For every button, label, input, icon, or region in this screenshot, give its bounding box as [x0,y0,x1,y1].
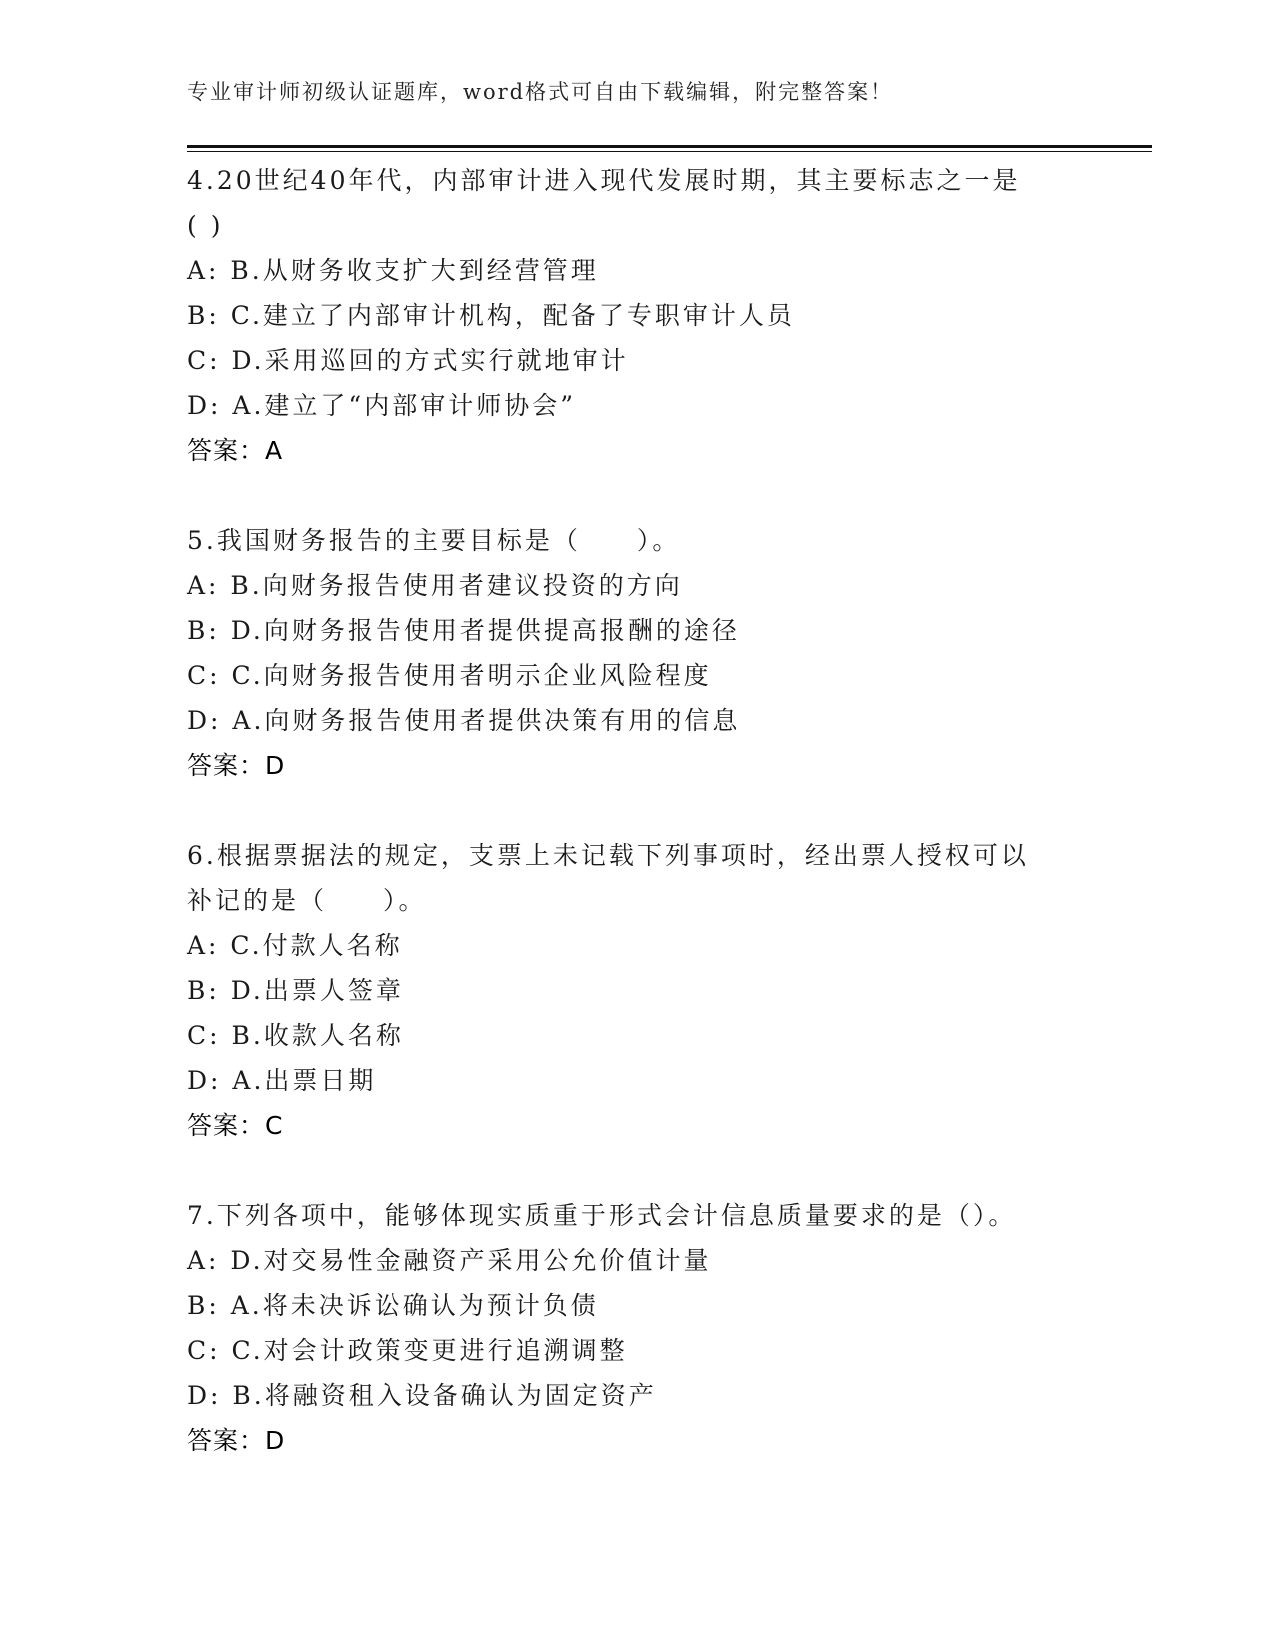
option-c: C: C.对会计政策变更进行追溯调整 [187,1336,628,1365]
header-divider-thin [187,151,1152,152]
question-stem [187,518,1087,563]
question-stem [187,1193,1087,1238]
option-b: B: D.向财务报告使用者提供提高报酬的途径 [187,616,740,645]
option-b: B: D.出票人签章 [187,976,404,1005]
question-stem-line: ( ) [187,211,224,240]
question-list [187,158,1087,1508]
question-5 [187,518,1087,788]
answer: 答案：A [187,436,284,465]
question-6 [187,833,1087,1148]
option-d: D: A.建立了“内部审计师协会” [187,391,576,420]
option-b: B: C.建立了内部审计机构，配备了专职审计人员 [187,301,795,330]
option-b: B: A.将未决诉讼确认为预计负债 [187,1291,599,1320]
option-a: A: B.向财务报告使用者建议投资的方向 [187,571,683,600]
question-stem-line: 5.我国财务报告的主要目标是（ ）。 [187,526,681,555]
question-stem-line: 补记的是（ ）。 [187,886,427,915]
option-d: D: B.将融资租入设备确认为固定资产 [187,1381,657,1410]
answer: 答案：D [187,1426,286,1455]
question-4 [187,158,1087,473]
option-a: A: D.对交易性金融资产采用公允价值计量 [187,1246,712,1275]
header-divider-thick [187,145,1152,148]
option-c: C: C.向财务报告使用者明示企业风险程度 [187,661,712,690]
answer: 答案：D [187,751,286,780]
page-header: 专业审计师初级认证题库，word格式可自由下载编辑，附完整答案！ [187,80,894,104]
question-stem-line: 4.20世纪40年代，内部审计进入现代发展时期，其主要标志之一是 [187,166,1021,195]
question-stem [187,833,1087,923]
option-d: D: A.向财务报告使用者提供决策有用的信息 [187,706,741,735]
question-stem-line: 6.根据票据法的规定，支票上未记载下列事项时，经出票人授权可以 [187,841,1029,870]
option-d: D: A.出票日期 [187,1066,377,1095]
option-a: A: C.付款人名称 [187,931,403,960]
option-a: A: B.从财务收支扩大到经营管理 [187,256,599,285]
answer: 答案：C [187,1111,284,1140]
option-c: C: B.收款人名称 [187,1021,404,1050]
question-7 [187,1193,1087,1463]
option-c: C: D.采用巡回的方式实行就地审计 [187,346,629,375]
question-stem [187,158,1087,248]
question-stem-line: 7.下列各项中，能够体现实质重于形式会计信息质量要求的是（）。 [187,1201,1017,1230]
